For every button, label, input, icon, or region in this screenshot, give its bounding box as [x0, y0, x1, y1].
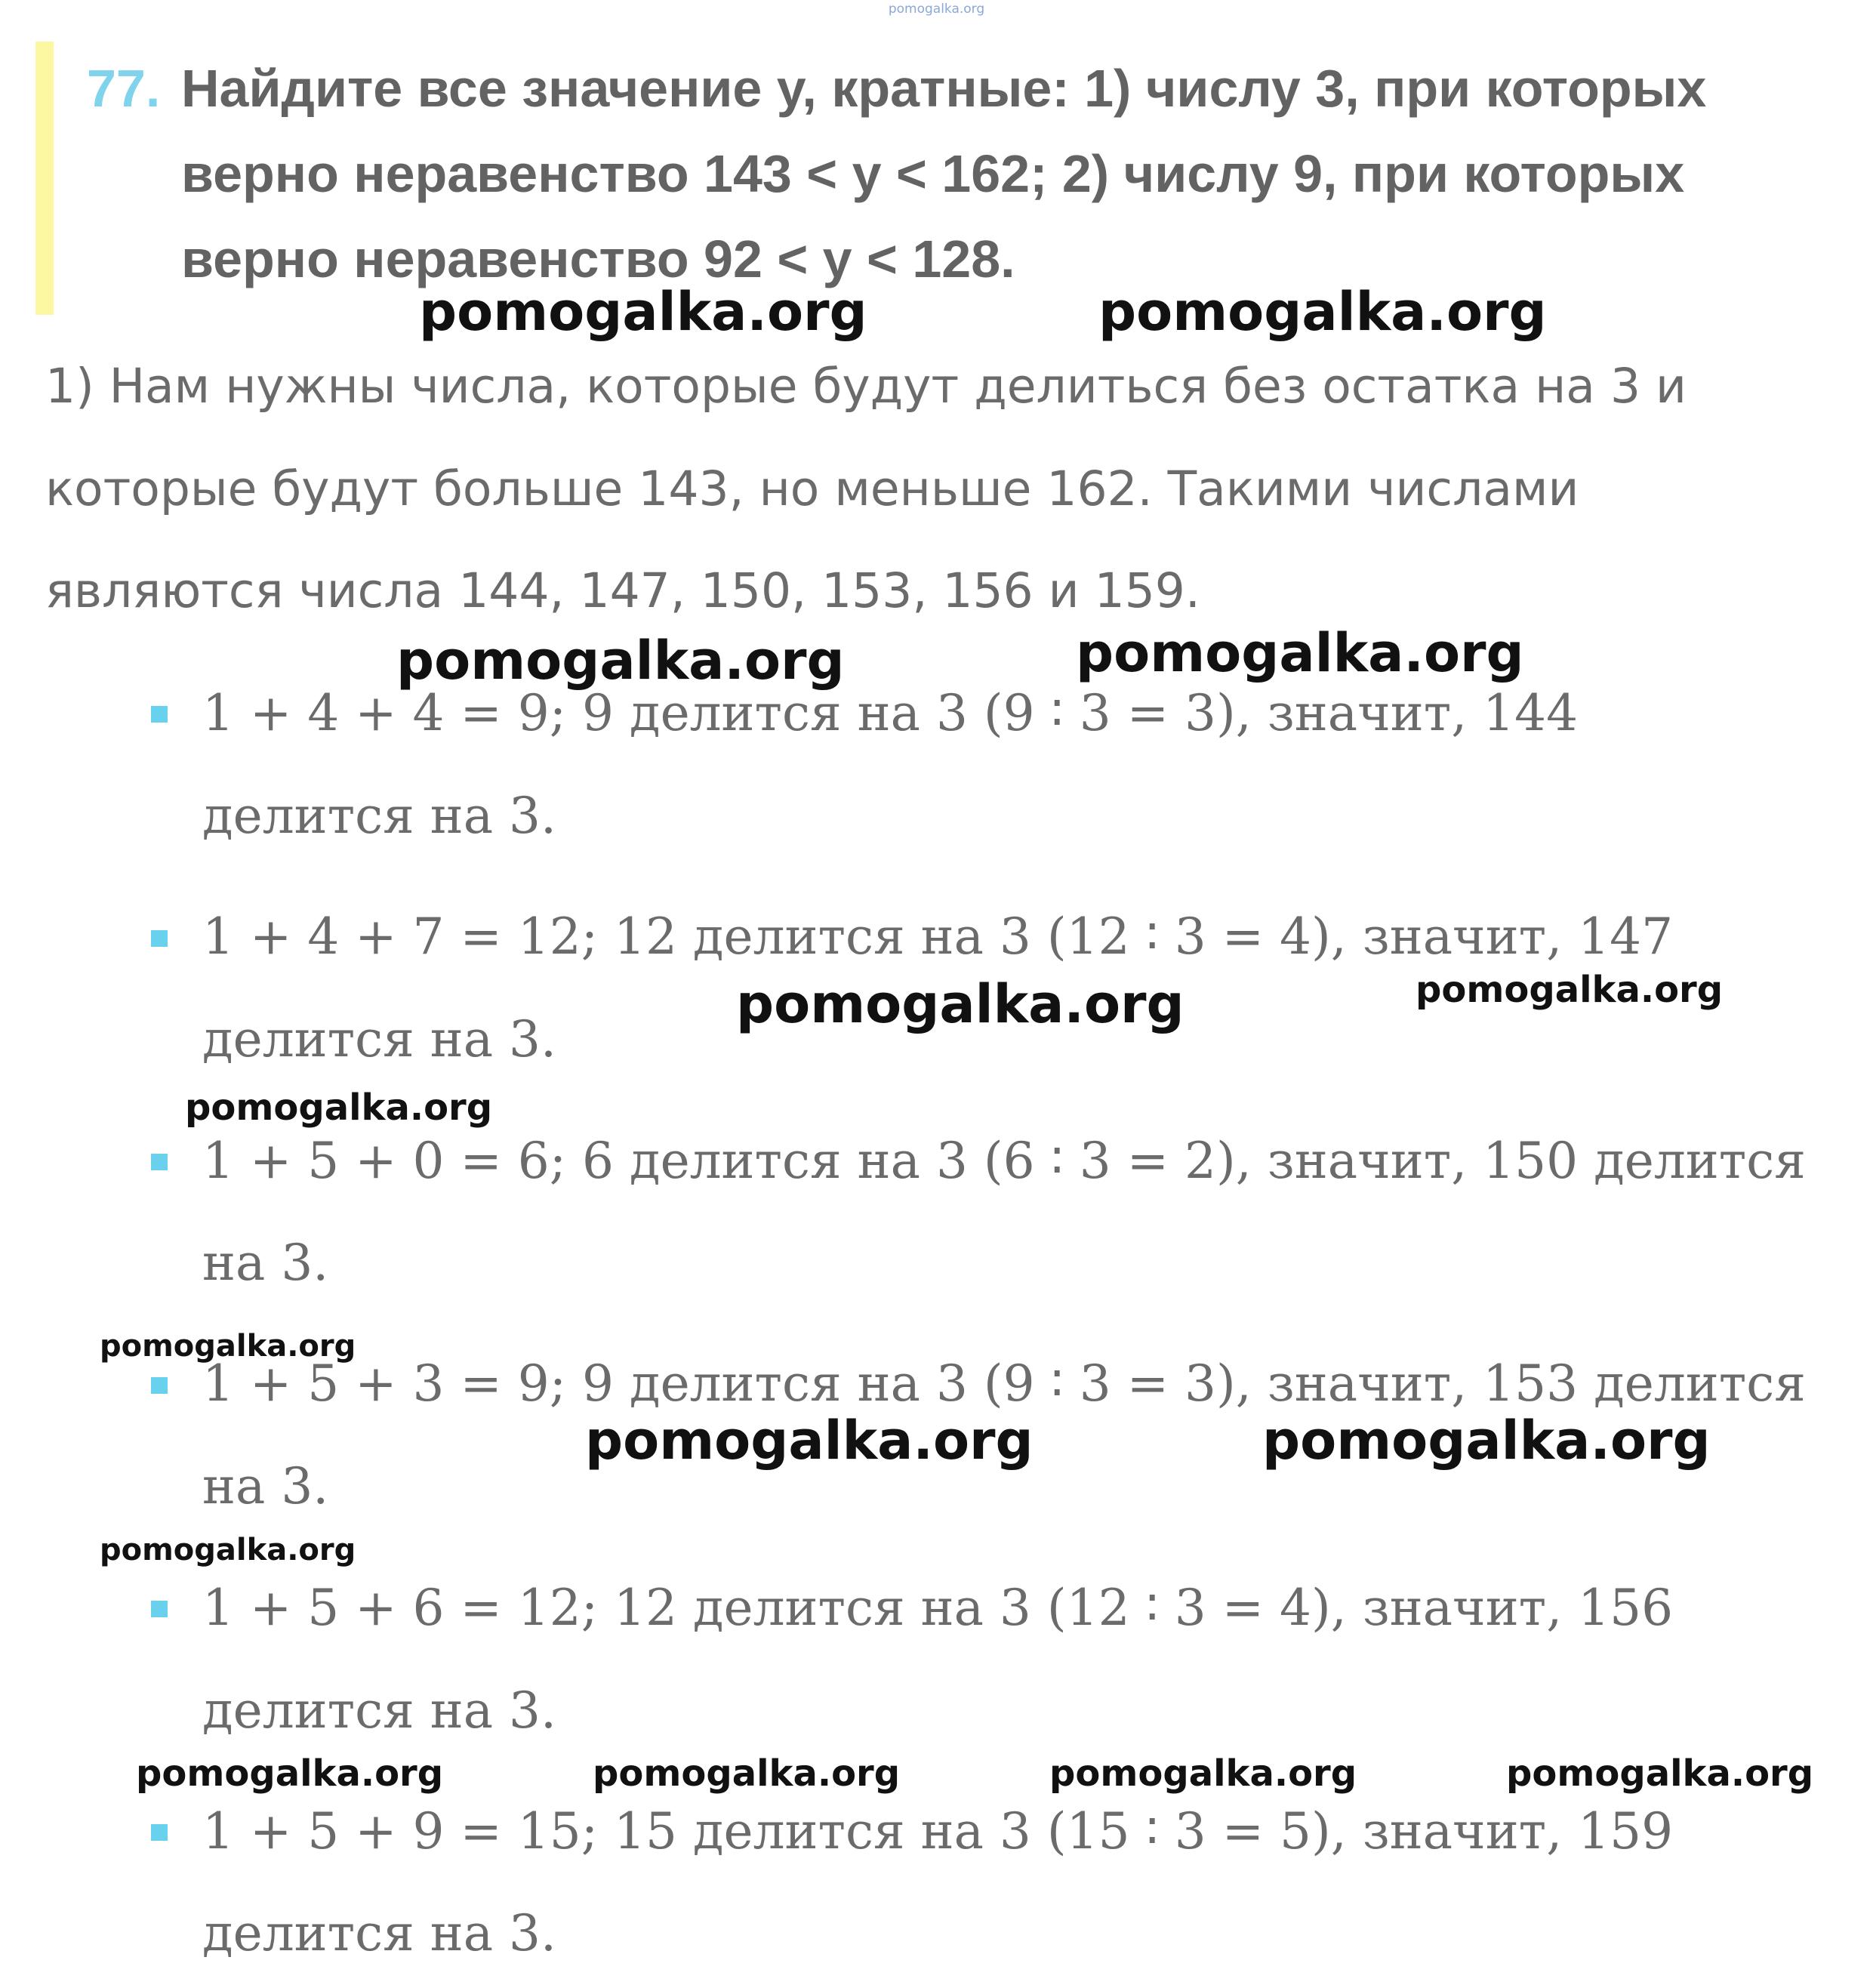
list-bullet: [151, 1601, 168, 1617]
task-number: 77.: [87, 59, 161, 118]
list-item-line: на 3.: [202, 1457, 329, 1515]
watermark: pomogalka.org: [136, 1752, 444, 1795]
watermark: pomogalka.org: [1076, 622, 1524, 684]
list-bullet: [151, 1824, 168, 1841]
list-item-line: делится на 3.: [202, 1010, 556, 1068]
task-text-line-1: Найдите все значение у, кратные: 1) числу 3, при которых: [181, 59, 1707, 118]
watermark: pomogalka.org: [1098, 281, 1547, 343]
watermark: pomogalka.org: [585, 1410, 1034, 1472]
watermark: pomogalka.org: [1262, 1410, 1711, 1472]
watermark: pomogalka.org: [593, 1752, 901, 1795]
watermark: pomogalka.org: [396, 630, 845, 692]
solution-intro-line-2: которые будут больше 143, но меньше 162. Такими числами: [45, 461, 1579, 516]
list-bullet: [151, 930, 168, 947]
solution-intro-line-1: 1) Нам нужны числа, которые будут делиться без остатка на 3 и: [45, 359, 1687, 414]
list-item-line: на 3.: [202, 1234, 329, 1292]
task-text-line-3: верно неравенство 92 < у < 128.: [181, 230, 1015, 288]
watermark: pomogalka.org: [185, 1086, 493, 1129]
watermark: pomogalka.org: [1506, 1752, 1814, 1795]
site-header-label: pomogalka.org: [888, 2, 985, 17]
solution-intro-line-3: являются числа 144, 147, 150, 153, 156 и 159.: [45, 563, 1200, 618]
list-bullet: [151, 1154, 168, 1170]
list-item-line: 1 + 5 + 9 = 15; 15 делится на 3 (15 ∶ 3 = 5), значит, 159: [202, 1802, 1674, 1860]
watermark: pomogalka.org: [419, 281, 867, 343]
list-item-line: делится на 3.: [202, 787, 556, 845]
list-item-line: 1 + 5 + 6 = 12; 12 делится на 3 (12 ∶ 3 = 4), значит, 156: [202, 1579, 1674, 1637]
list-item-line: делится на 3.: [202, 1681, 556, 1740]
list-bullet: [151, 1377, 168, 1394]
list-item-line: 1 + 4 + 7 = 12; 12 делится на 3 (12 ∶ 3 = 4), значит, 147: [202, 908, 1674, 966]
list-item-line: 1 + 4 + 4 = 9; 9 делится на 3 (9 ∶ 3 = 3), значит, 144: [202, 684, 1579, 742]
watermark: pomogalka.org: [736, 973, 1184, 1035]
watermark: pomogalka.org: [1416, 969, 1724, 1011]
list-item-line: делится на 3.: [202, 1904, 556, 1962]
watermark: pomogalka.org: [100, 1329, 356, 1364]
list-bullet: [151, 706, 168, 723]
watermark: pomogalka.org: [1049, 1752, 1357, 1795]
task-accent-bar: [35, 42, 54, 315]
list-item-line: 1 + 5 + 0 = 6; 6 делится на 3 (6 ∶ 3 = 2), значит, 150 делится: [202, 1132, 1806, 1190]
list-item-line: 1 + 5 + 3 = 9; 9 делится на 3 (9 ∶ 3 = 3), значит, 153 делится: [202, 1355, 1806, 1413]
watermark: pomogalka.org: [100, 1533, 356, 1567]
task-text-line-2: верно неравенство 143 < у < 162; 2) числу 9, при которых: [181, 144, 1685, 203]
